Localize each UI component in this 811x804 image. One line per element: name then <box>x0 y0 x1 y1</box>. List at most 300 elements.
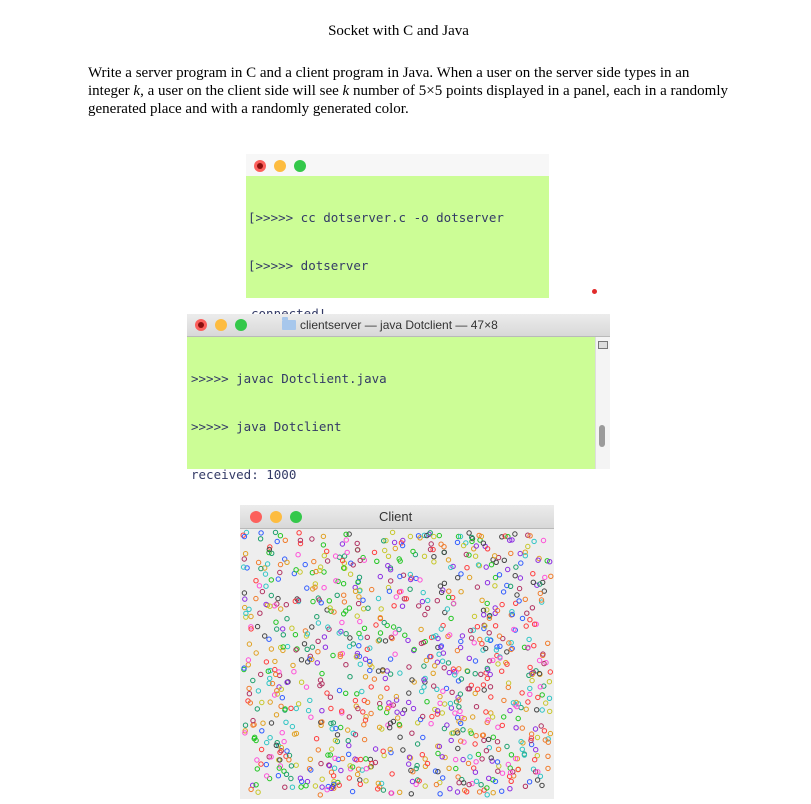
dot <box>500 669 504 673</box>
dot <box>520 691 524 695</box>
dot <box>249 614 253 618</box>
dot <box>268 676 272 680</box>
dot <box>502 558 506 562</box>
dot <box>468 755 472 759</box>
dot <box>501 590 505 594</box>
dot <box>415 742 419 746</box>
terminal-line: received: 1000 <box>191 467 297 482</box>
dot <box>440 755 444 759</box>
dot <box>411 549 415 553</box>
dot <box>305 586 309 590</box>
dot <box>362 737 366 741</box>
dot <box>454 757 458 761</box>
dot <box>344 532 348 536</box>
dot <box>382 753 386 757</box>
dot <box>275 539 279 543</box>
dot <box>446 558 450 562</box>
window-title-text: clientserver — java Dotclient — 47×8 <box>300 318 498 332</box>
dot <box>518 576 522 580</box>
dot <box>526 700 530 704</box>
dot <box>398 671 402 675</box>
dot <box>475 625 479 629</box>
dot <box>299 785 303 789</box>
dot <box>369 711 373 715</box>
dot <box>332 766 336 770</box>
dot <box>275 627 279 631</box>
dot <box>513 532 517 536</box>
dot <box>456 746 460 750</box>
dot <box>538 591 542 595</box>
dot <box>293 633 297 637</box>
dot <box>476 752 480 756</box>
dot <box>468 628 472 632</box>
dot <box>467 656 471 660</box>
dot <box>476 687 480 691</box>
dot <box>508 708 512 712</box>
scrollbar-resize-icon <box>598 341 608 349</box>
dot <box>469 636 473 640</box>
dot <box>474 760 478 764</box>
dot <box>532 644 536 648</box>
dot <box>448 701 452 705</box>
dot <box>407 700 411 704</box>
dot <box>246 663 250 667</box>
dot <box>260 589 264 593</box>
dot <box>320 785 324 789</box>
dot <box>279 704 283 708</box>
dot <box>421 735 425 739</box>
dot <box>477 790 481 794</box>
dot <box>366 606 370 610</box>
dot <box>328 695 332 699</box>
dot <box>410 731 414 735</box>
dot <box>285 617 289 621</box>
dot <box>400 604 404 608</box>
dot <box>342 593 346 597</box>
dot <box>243 552 247 556</box>
dot <box>355 541 359 545</box>
dot <box>443 702 447 706</box>
dot <box>345 550 349 554</box>
dot <box>437 533 441 537</box>
dot <box>515 593 519 597</box>
dot <box>296 702 300 706</box>
dot <box>316 621 320 625</box>
dot <box>439 542 443 546</box>
dot <box>304 784 308 788</box>
dot <box>480 598 484 602</box>
dot <box>493 624 497 628</box>
stray-red-dot <box>592 289 597 294</box>
dot <box>306 708 310 712</box>
dot <box>259 762 263 766</box>
dot <box>357 595 361 599</box>
dot <box>485 676 489 680</box>
dot <box>292 670 296 674</box>
dot <box>339 725 343 729</box>
dot <box>284 772 288 776</box>
document-title: Socket with C and Java <box>328 23 469 39</box>
dot <box>243 723 247 727</box>
dot <box>493 575 497 579</box>
dot <box>497 573 501 577</box>
dot <box>393 631 397 635</box>
dot <box>383 676 387 680</box>
dot <box>528 686 532 690</box>
dot <box>531 580 535 584</box>
dot <box>518 551 522 555</box>
dot <box>255 758 259 762</box>
dot <box>500 602 504 606</box>
dot <box>319 761 323 765</box>
dot <box>410 779 414 783</box>
dot <box>455 540 459 544</box>
dot <box>381 788 385 792</box>
folder-icon <box>282 320 296 330</box>
dot <box>389 579 393 583</box>
dot <box>290 724 294 728</box>
dot <box>376 596 380 600</box>
dot <box>513 574 517 578</box>
dot <box>247 692 251 696</box>
dot <box>481 683 485 687</box>
dot <box>506 681 510 685</box>
server-terminal-titlebar <box>246 154 549 176</box>
dot <box>473 659 477 663</box>
dot <box>256 790 260 794</box>
dot <box>423 612 427 616</box>
dot <box>525 611 529 615</box>
dot <box>490 715 494 719</box>
dot <box>432 534 436 538</box>
dot <box>310 537 314 541</box>
dot <box>368 659 372 663</box>
dot <box>450 690 454 694</box>
dot <box>480 642 484 646</box>
dot <box>257 584 261 588</box>
dot <box>442 581 446 585</box>
dot <box>505 744 509 748</box>
client-terminal-body <box>187 337 597 482</box>
dot <box>313 784 317 788</box>
dot <box>528 618 532 622</box>
dot <box>264 762 268 766</box>
zoom-button[interactable] <box>235 319 247 331</box>
dot <box>264 660 268 664</box>
dot <box>331 653 335 657</box>
dot <box>369 685 373 689</box>
dot <box>478 637 482 641</box>
dot <box>355 614 359 618</box>
dot <box>508 787 512 791</box>
dot <box>485 601 489 605</box>
dot <box>383 639 387 643</box>
dot <box>435 599 439 603</box>
dot <box>517 586 521 590</box>
dot <box>517 599 521 603</box>
dot <box>310 625 314 629</box>
dot <box>273 659 277 663</box>
dot <box>393 546 397 550</box>
dot <box>474 734 478 738</box>
dot <box>318 793 322 797</box>
client-window-titlebar <box>240 505 554 529</box>
terminal-line: >>>>> javac Dotclient.java <box>191 371 387 386</box>
dot <box>278 570 282 574</box>
dot <box>526 544 530 548</box>
dot <box>247 642 251 646</box>
dot <box>466 761 470 765</box>
dot <box>431 671 435 675</box>
dot <box>425 700 429 704</box>
dot <box>247 607 251 611</box>
dot <box>362 723 366 727</box>
dot <box>488 685 492 689</box>
dot <box>426 598 430 602</box>
dot <box>340 620 344 624</box>
minimize-button[interactable] <box>270 511 282 523</box>
dot <box>433 664 437 668</box>
dot <box>282 739 286 743</box>
dot <box>422 685 426 689</box>
dot <box>268 736 272 740</box>
dot <box>454 766 458 770</box>
dot <box>382 620 386 624</box>
dot <box>471 715 475 719</box>
dot <box>284 603 288 607</box>
dot <box>535 708 539 712</box>
dot <box>364 767 368 771</box>
dot <box>273 667 277 671</box>
close-button[interactable] <box>254 160 266 172</box>
dot <box>520 616 524 620</box>
dot <box>243 605 247 609</box>
variable-k: k <box>133 83 141 99</box>
dot <box>378 631 382 635</box>
dot <box>364 757 368 761</box>
dot <box>344 538 348 542</box>
dot <box>339 768 343 772</box>
dot <box>441 776 445 780</box>
dot <box>374 623 378 627</box>
dot <box>548 731 552 735</box>
dot <box>532 539 536 543</box>
dot <box>519 561 523 565</box>
dot <box>408 534 412 538</box>
dot <box>474 779 478 783</box>
dot <box>484 749 488 753</box>
minimize-button[interactable] <box>274 160 286 172</box>
dot <box>355 772 359 776</box>
paragraph-part-3: number of 5×5 points displayed in a panel, each in a randomly generated place and with a randomly generated color. <box>88 83 728 117</box>
dot <box>480 757 484 761</box>
dot <box>516 716 520 720</box>
dot <box>472 614 476 618</box>
dot <box>509 647 513 651</box>
dot <box>540 783 544 787</box>
dot <box>393 652 397 656</box>
window-title <box>282 318 498 332</box>
dot <box>534 748 538 752</box>
dot <box>278 534 282 538</box>
dot <box>397 627 401 631</box>
server-terminal-output[interactable] <box>246 176 549 298</box>
vertical-scrollbar[interactable] <box>595 337 610 469</box>
dot <box>289 764 293 768</box>
dot <box>449 616 453 620</box>
dot <box>453 711 457 715</box>
dot <box>363 657 367 661</box>
dot <box>390 772 394 776</box>
dot <box>535 735 539 739</box>
dot <box>422 554 426 558</box>
dot <box>294 648 298 652</box>
dot <box>438 584 442 588</box>
dot <box>364 779 368 783</box>
dot <box>434 782 438 786</box>
dot <box>357 575 361 579</box>
server-terminal-window <box>246 154 549 296</box>
dot <box>329 706 333 710</box>
dot <box>285 560 289 564</box>
dot <box>276 577 280 581</box>
dot <box>423 784 427 788</box>
dot <box>500 789 504 793</box>
client-terminal-window <box>187 314 610 482</box>
dot <box>484 710 488 714</box>
dot <box>408 587 412 591</box>
dot <box>265 774 269 778</box>
zoom-button[interactable] <box>294 160 306 172</box>
dot <box>348 675 352 679</box>
close-button[interactable] <box>250 511 262 523</box>
dot <box>494 648 498 652</box>
dot <box>316 748 320 752</box>
dot <box>249 787 253 791</box>
dot <box>251 678 255 682</box>
dot <box>279 607 283 611</box>
dot <box>280 696 284 700</box>
dot <box>472 641 476 645</box>
dot <box>273 530 277 534</box>
dot <box>331 774 335 778</box>
dot <box>391 625 395 629</box>
dot <box>430 714 434 718</box>
dot <box>316 650 320 654</box>
dot <box>272 693 276 697</box>
client-terminal-output[interactable] <box>187 337 597 482</box>
dot <box>509 779 513 783</box>
dot <box>530 678 534 682</box>
dot <box>421 590 425 594</box>
dot <box>442 666 446 670</box>
dot <box>487 776 491 780</box>
dot <box>370 587 374 591</box>
dot <box>424 658 428 662</box>
dot <box>487 631 491 635</box>
dot <box>496 747 500 751</box>
dot <box>385 686 389 690</box>
dot <box>523 784 527 788</box>
dot <box>346 728 350 732</box>
terminal-line: >>>>> java Dotclient <box>191 419 342 434</box>
dot <box>311 599 315 603</box>
dot <box>265 562 269 566</box>
minimize-button[interactable] <box>215 319 227 331</box>
dot <box>418 578 422 582</box>
terminal-line: [>>>>> cc dotserver.c -o dotserver <box>248 210 504 225</box>
dot <box>327 599 331 603</box>
dot <box>305 647 309 651</box>
scrollbar-thumb[interactable] <box>599 425 605 447</box>
dot <box>347 776 351 780</box>
dot <box>445 607 449 611</box>
dot <box>268 700 272 704</box>
dot <box>396 716 400 720</box>
dot <box>437 652 441 656</box>
dot <box>520 747 524 751</box>
dot <box>242 591 246 595</box>
dot <box>506 685 510 689</box>
dot <box>358 619 362 623</box>
dot <box>460 634 464 638</box>
dot <box>417 604 421 608</box>
dot <box>291 663 295 667</box>
dot <box>530 606 534 610</box>
dot <box>302 642 306 646</box>
dot <box>341 582 345 586</box>
dot <box>489 563 493 567</box>
dot <box>322 570 326 574</box>
dot <box>310 645 314 649</box>
dot <box>330 747 334 751</box>
dot <box>308 757 312 761</box>
zoom-button[interactable] <box>290 511 302 523</box>
dot <box>509 753 513 757</box>
dot <box>320 777 324 781</box>
dot <box>496 769 500 773</box>
dot <box>398 735 402 739</box>
dot <box>361 607 365 611</box>
dot <box>528 692 532 696</box>
dot <box>264 584 268 588</box>
dot <box>294 763 298 767</box>
dot <box>458 692 462 696</box>
dot <box>401 748 405 752</box>
terminal-line: [>>>>> dotserver <box>248 258 369 273</box>
dot <box>368 668 372 672</box>
dots-canvas <box>240 529 554 799</box>
dot <box>357 644 361 648</box>
dot <box>278 562 282 566</box>
close-button[interactable] <box>195 319 207 331</box>
dot <box>246 658 250 662</box>
dot <box>320 671 324 675</box>
dot <box>348 572 352 576</box>
dot <box>473 742 477 746</box>
dot <box>325 691 329 695</box>
dot <box>294 568 298 572</box>
dot <box>497 634 501 638</box>
dot <box>459 590 463 594</box>
paragraph-part-2: , a user on the client side will see <box>140 83 343 99</box>
dot <box>335 593 339 597</box>
dot <box>290 626 294 630</box>
dot <box>267 637 271 641</box>
dot <box>465 566 469 570</box>
dot <box>259 672 263 676</box>
dot <box>320 709 324 713</box>
